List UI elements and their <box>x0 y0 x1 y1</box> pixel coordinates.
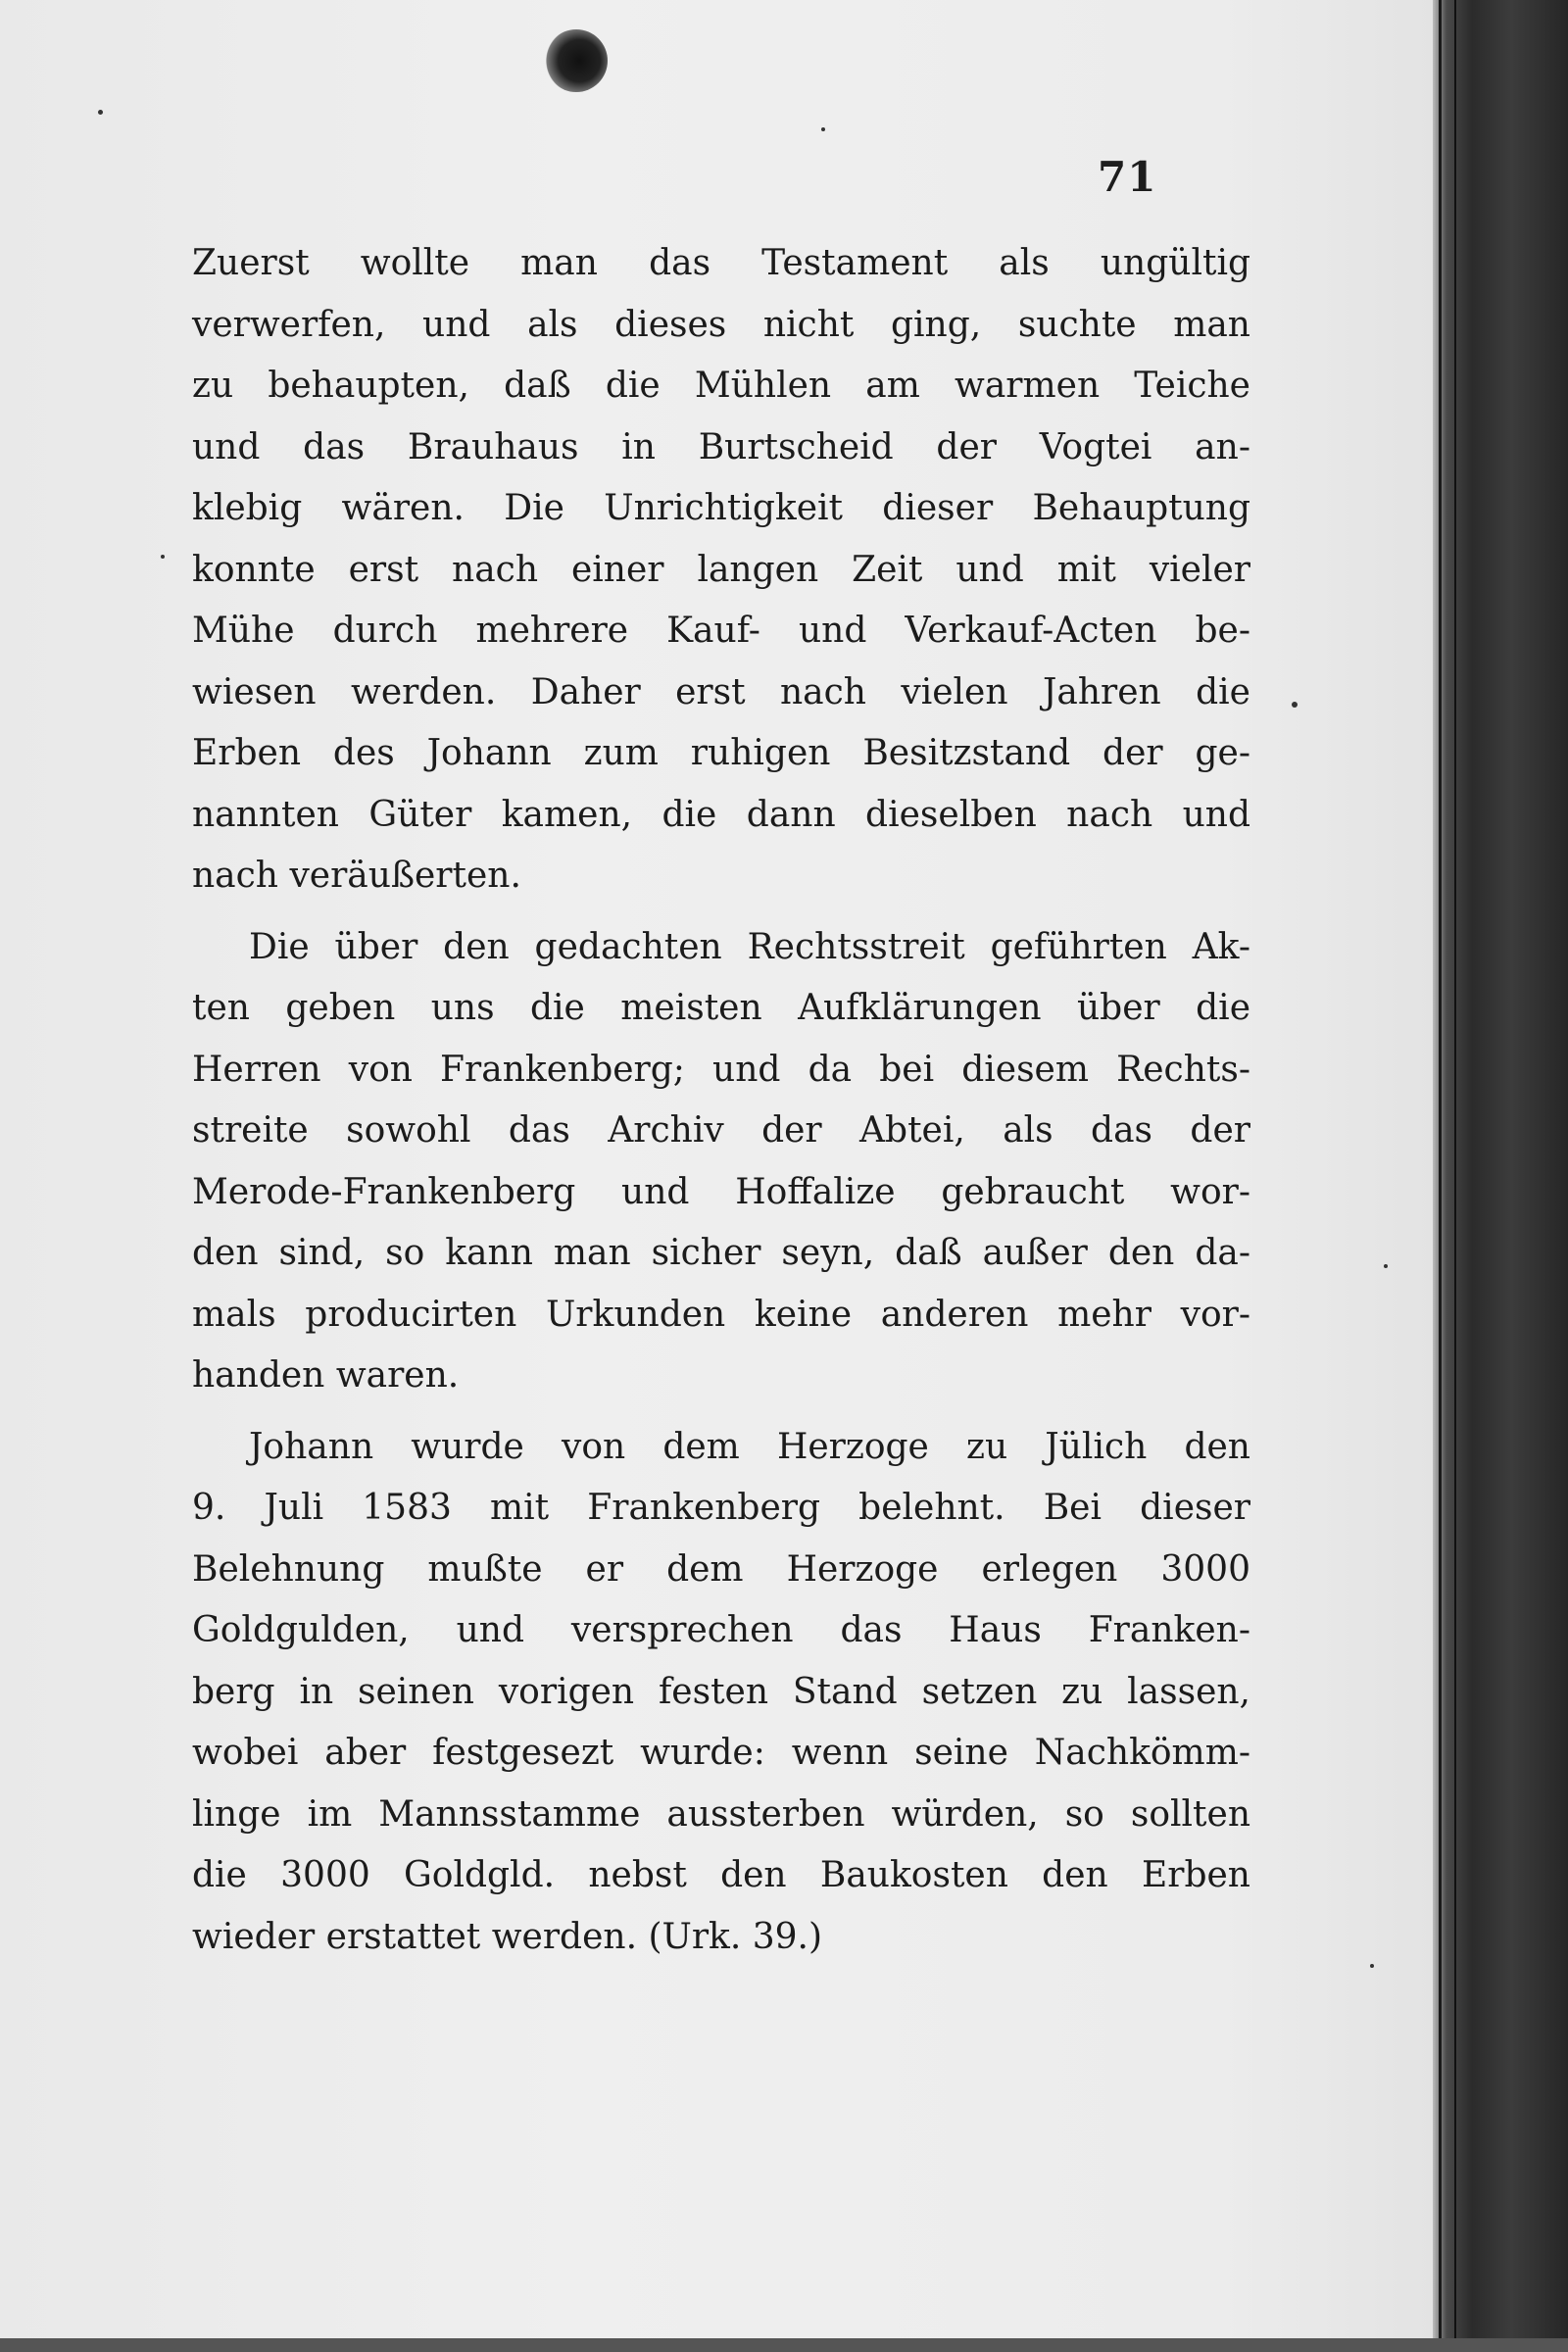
text-line: berg in seinen vorigen festen Stand setzen zu lassen, <box>192 1671 1250 1712</box>
text-line: 9. Juli 1583 mit Frankenberg belehnt. Bei dieser <box>192 1488 1250 1528</box>
text-line: Goldgulden, und versprechen das Haus Franken- <box>192 1610 1250 1650</box>
dust-speck <box>161 555 165 559</box>
text-line: verwerfen, und als dieses nicht ging, suchte man <box>192 304 1250 345</box>
text-line: wobei aber festgesezt wurde: wenn seine Nachkömm- <box>192 1733 1250 1773</box>
text-line: den sind, so kann man sicher seyn, daß außer den da- <box>192 1233 1250 1273</box>
text-line: Herren von Frankenberg; und da bei diesem Rechts- <box>192 1049 1250 1090</box>
text-line: linge im Mannsstamme aussterben würden, so sollten <box>192 1793 1250 1835</box>
text-line: Belehnung mußte er dem Herzoge erlegen 3000 <box>192 1548 1250 1590</box>
text-line: wieder erstattet werden. (Urk. 39.) <box>192 1916 823 1957</box>
paragraph-gap <box>192 1407 1250 1417</box>
text-line: ten geben uns die meisten Aufklärungen über die <box>192 988 1250 1028</box>
text-line: zu behaupten, daß die Mühlen am warmen Teiche <box>192 366 1250 406</box>
book-binding-edge <box>1433 0 1568 2352</box>
dust-speck <box>1292 702 1298 708</box>
binding-crease <box>1454 0 1456 2352</box>
page-bottom-shadow <box>0 2338 1568 2352</box>
binding-crease <box>1439 0 1442 2352</box>
text-line: Die über den gedachten Rechtsstreit geführten Ak- <box>249 926 1250 967</box>
dust-speck <box>1370 1964 1374 1968</box>
text-line: Erben des Johann zum ruhigen Besitzstand der ge- <box>192 733 1250 773</box>
text-line: Mühe durch mehrere Kauf- und Verkauf-Acten be- <box>192 611 1250 651</box>
page-number: 71 <box>1098 153 1157 201</box>
text-line: Zuerst wollte man das Testament als ungültig <box>192 243 1250 283</box>
text-line: streite sowohl das Archiv der Abtei, als das der <box>192 1110 1250 1151</box>
text-line: die 3000 Goldgld. nebst den Baukosten den Erben <box>192 1855 1250 1895</box>
text-line: klebig wären. Die Unrichtigkeit dieser Behauptung <box>192 488 1250 528</box>
dust-speck <box>1384 1264 1388 1268</box>
text-line: nannten Güter kamen, die dann dieselben nach und <box>192 794 1250 835</box>
text-line: handen waren. <box>192 1355 460 1396</box>
text-line: Johann wurde von dem Herzoge zu Jülich den <box>249 1426 1250 1467</box>
paragraph-gap <box>192 907 1250 917</box>
body-text <box>192 233 1250 1968</box>
text-line: Merode-Frankenberg und Hoffalize gebraucht wor- <box>192 1171 1250 1212</box>
text-line: mals producirten Urkunden keine anderen mehr vor- <box>192 1294 1250 1335</box>
text-line: wiesen werden. Daher erst nach vielen Jahren die <box>192 671 1250 712</box>
text-line: und das Brauhaus in Burtscheid der Vogtei an- <box>192 426 1250 467</box>
dust-speck <box>98 110 103 115</box>
punch-hole <box>545 29 608 92</box>
text-line: nach veräußerten. <box>192 856 521 896</box>
text-line: konnte erst nach einer langen Zeit und mit vieler <box>192 549 1250 590</box>
dust-speck <box>821 127 825 131</box>
